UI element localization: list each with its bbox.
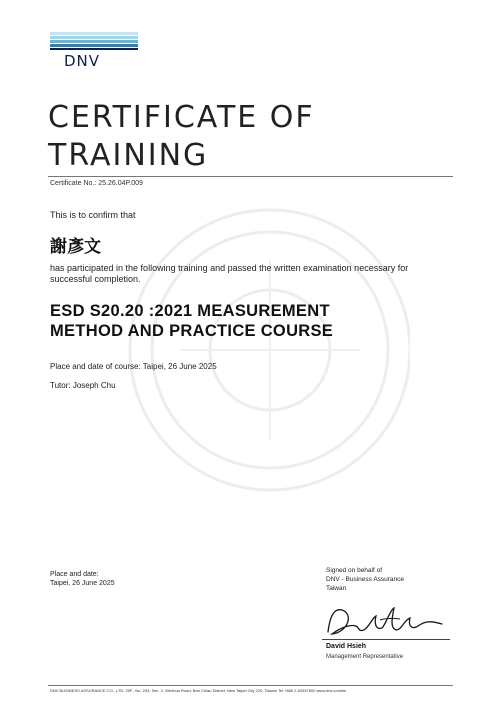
- issue-place-date-label: Place and date:: [50, 571, 99, 578]
- signer-name: David Hsieh: [326, 643, 367, 650]
- issue-place-date-value: Taipei, 26 June 2025: [50, 580, 115, 587]
- signature-line: [322, 639, 450, 640]
- bottom-divider: [48, 685, 453, 686]
- footer-address: DNV BUSINESS ASSURANCE CO., LTD. 29F., No. 293, Sec. 2, Wenhua Road, Ban Chiau District, New Taipei City 220, Taiwan Tel +886 2 82537800 www.dnv.com/tw: [50, 688, 347, 693]
- signer-title: Management Representative: [326, 654, 404, 660]
- confirm-text: This is to confirm that: [50, 210, 136, 220]
- certificate-title-line2: TRAINING: [48, 138, 209, 173]
- tutor: Tutor: Joseph Chu: [50, 381, 116, 390]
- signed-on-behalf-line3: Taiwan: [326, 585, 347, 592]
- top-divider: [48, 176, 453, 177]
- certificate-title-line1: CERTIFICATE OF: [48, 100, 315, 135]
- handwritten-signature: [320, 602, 450, 640]
- course-place-date: Place and date of course: Taipei, 26 June 2025: [50, 362, 217, 371]
- signed-on-behalf-line1: Signed on behalf of: [326, 567, 383, 574]
- course-title-line1: ESD S20.20 :2021 MEASUREMENT: [50, 302, 330, 320]
- certificate-number: Certificate No.: 25.26.04P.009: [50, 180, 143, 187]
- dnv-seal-watermark: [120, 190, 410, 510]
- signed-on-behalf-line2: DNV - Business Assurance: [326, 576, 405, 583]
- dnv-logo: DNV: [64, 52, 101, 70]
- participation-text: has participated in the following training and passed the written examination necessary for successful completion.: [50, 263, 409, 284]
- recipient-name: 謝彥文: [50, 237, 101, 257]
- dnv-logo-bars: [50, 32, 138, 50]
- course-title-line2: METHOD AND PRACTICE COURSE: [50, 322, 334, 340]
